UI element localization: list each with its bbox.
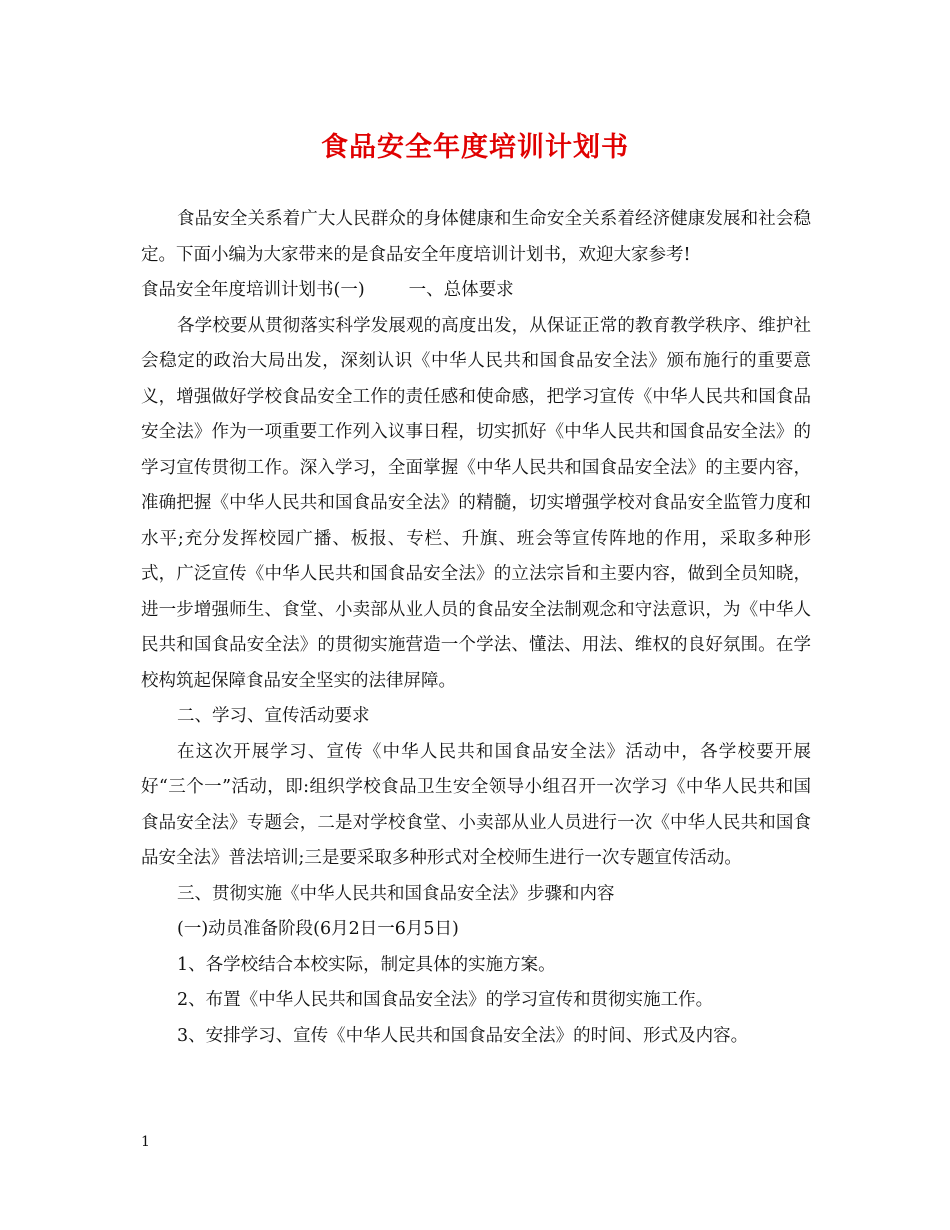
- list-item: 1、各学校结合本校实际，制定具体的实施方案。: [177, 954, 556, 975]
- section-line: [141, 273, 811, 309]
- heading-mobilization-stage: (一)动员准备阶段(6月2日一6月5日): [177, 919, 459, 939]
- list-item: 2、布置《中华人民共和国食品安全法》的学习宣传和贯彻实施工作。: [177, 990, 714, 1010]
- heading-general-requirements: 一、总体要求: [408, 280, 514, 300]
- section-label: 食品安全年度培训计划书(一): [141, 280, 365, 300]
- document-title: 食品安全年度培训计划书: [321, 132, 629, 163]
- document-body: [141, 202, 811, 1054]
- paragraph-study-publicity: 在这次开展学习、宣传《中华人民共和国食品安全法》活动中，各学校要开展好“三个一”活动，即:组织学校食品卫生安全领导小组召开一次学习《中华人民共和国食品安全法》专题会，二是对学校食堂、小卖部从业人员进行一次《中华人民共和国食品安全法》普法培训;三是要采取多种形式对全校师生进行一次专题宣传活动。: [141, 741, 811, 868]
- page-number: 1: [141, 1134, 150, 1150]
- paragraph-general-requirements: 各学校要从贯彻落实科学发展观的高度出发，从保证正常的教育教学秩序、维护社会稳定的政治大局出发，深刻认识《中华人民共和国食品安全法》颁布施行的重要意义，增强做好学校食品安全工作的责任感和使命感，把学习宣传《中华人民共和国食品安全法》作为一项重要工作列入议事日程，切实抓好《中华人民共和国食品安全法》的学习宣传贯彻工作。深入学习，全面掌握《中华人民共和国食品安全法》的主要内容，准确把握《中华人民共和国食品安全法》的精髓，切实增强学校对食品安全监管力度和水平;充分发挥校园广播、板报、专栏、升旗、班会等宣传阵地的作用，采取多种形式，广泛宣传《中华人民共和国食品安全法》的立法宗旨和主要内容，做到全员知晓，进一步增强师生、食堂、小卖部从业人员的食品安全法制观念和守法意识，为《中华人民共和国食品安全法》的贯彻实施营造一个学法、懂法、用法、维权的良好氛围。在学校构筑起保障食品安全坚实的法律屏障。: [141, 315, 811, 691]
- heading-study-publicity: 二、学习、宣传活动要求: [177, 706, 370, 726]
- heading-implementation-steps: 三、贯彻实施《中华人民共和国食品安全法》步骤和内容: [177, 883, 615, 904]
- list-item: 3、安排学习、宣传《中华人民共和国食品安全法》的时间、形式及内容。: [177, 1025, 749, 1046]
- intro-paragraph: 食品安全关系着广大人民群众的身体健康和生命安全关系着经济健康发展和社会稳定。下面小编为大家带来的是食品安全年度培训计划书，欢迎大家参考!: [141, 209, 811, 265]
